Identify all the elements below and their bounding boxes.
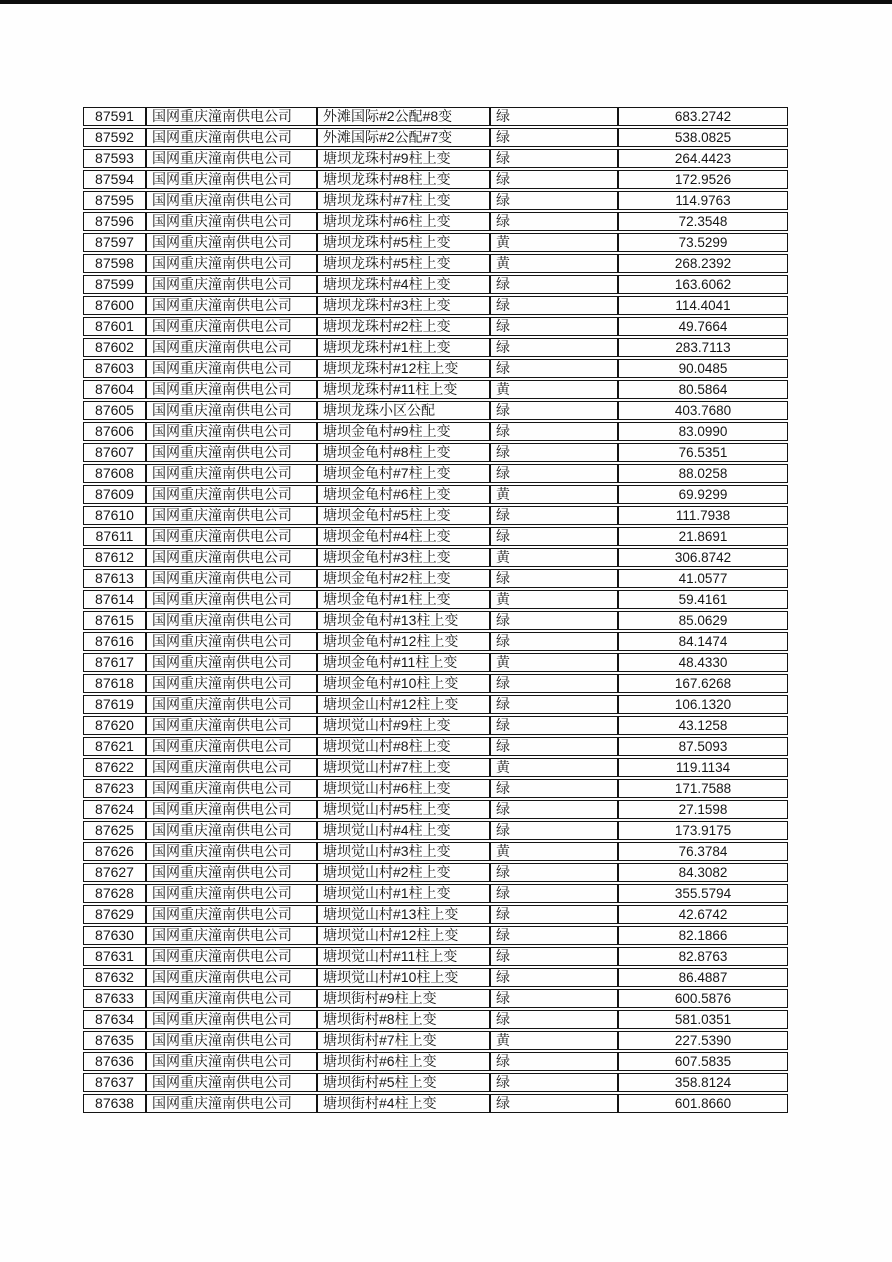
cell-status[interactable]: 绿 (490, 107, 618, 126)
cell-status[interactable]: 绿 (490, 317, 618, 336)
cell-value[interactable]: 683.2742 (618, 107, 788, 126)
cell-status[interactable]: 绿 (490, 611, 618, 630)
table-row (83, 716, 788, 735)
table-row (83, 296, 788, 315)
cell-value[interactable]: 600.5876 (618, 989, 788, 1008)
cell-company[interactable]: 国网重庆潼南供电公司 (146, 863, 317, 882)
cell-row-id[interactable]: 87628 (83, 884, 146, 903)
cell-company[interactable]: 国网重庆潼南供电公司 (146, 569, 317, 588)
table-row (83, 653, 788, 672)
cell-company[interactable]: 国网重庆潼南供电公司 (146, 170, 317, 189)
cell-company[interactable]: 国网重庆潼南供电公司 (146, 107, 317, 126)
cell-value[interactable]: 80.5864 (618, 380, 788, 399)
cell-company[interactable]: 国网重庆潼南供电公司 (146, 821, 317, 840)
table-row (83, 317, 788, 336)
cell-value[interactable]: 172.9526 (618, 170, 788, 189)
cell-value[interactable]: 111.7938 (618, 506, 788, 525)
table-row (83, 506, 788, 525)
cell-row-id[interactable]: 87616 (83, 632, 146, 651)
cell-row-id[interactable]: 87621 (83, 737, 146, 756)
cell-station-name[interactable]: 塘坝龙珠村#7柱上变 (317, 191, 490, 210)
cell-station-name[interactable]: 塘坝街村#5柱上变 (317, 1073, 490, 1092)
cell-station-name[interactable]: 塘坝街村#6柱上变 (317, 1052, 490, 1071)
table-row (83, 191, 788, 210)
cell-row-id[interactable]: 87607 (83, 443, 146, 462)
cell-company[interactable]: 国网重庆潼南供电公司 (146, 212, 317, 231)
cell-row-id[interactable]: 87611 (83, 527, 146, 546)
cell-company[interactable]: 国网重庆潼南供电公司 (146, 506, 317, 525)
table-row (83, 905, 788, 924)
cell-station-name[interactable]: 塘坝觉山村#5柱上变 (317, 800, 490, 819)
cell-station-name[interactable]: 塘坝龙珠村#5柱上变 (317, 233, 490, 252)
cell-row-id[interactable]: 87635 (83, 1031, 146, 1050)
cell-company[interactable]: 国网重庆潼南供电公司 (146, 359, 317, 378)
cell-row-id[interactable]: 87638 (83, 1094, 146, 1113)
cell-row-id[interactable]: 87606 (83, 422, 146, 441)
table-row (83, 338, 788, 357)
cell-company[interactable]: 国网重庆潼南供电公司 (146, 1073, 317, 1092)
cell-row-id[interactable]: 87594 (83, 170, 146, 189)
cell-company[interactable]: 国网重庆潼南供电公司 (146, 1052, 317, 1071)
cell-company[interactable]: 国网重庆潼南供电公司 (146, 191, 317, 210)
cell-station-name[interactable]: 塘坝觉山村#1柱上变 (317, 884, 490, 903)
cell-station-name[interactable]: 塘坝金山村#12柱上变 (317, 695, 490, 714)
cell-station-name[interactable]: 塘坝觉山村#10柱上变 (317, 968, 490, 987)
cell-row-id[interactable]: 87625 (83, 821, 146, 840)
cell-row-id[interactable]: 87633 (83, 989, 146, 1008)
cell-row-id[interactable]: 87631 (83, 947, 146, 966)
cell-value[interactable]: 76.3784 (618, 842, 788, 861)
table-row (83, 1094, 788, 1113)
cell-status[interactable]: 绿 (490, 338, 618, 357)
table-row (83, 1052, 788, 1071)
cell-status[interactable]: 绿 (490, 359, 618, 378)
cell-row-id[interactable]: 87629 (83, 905, 146, 924)
cell-company[interactable]: 国网重庆潼南供电公司 (146, 884, 317, 903)
cell-status[interactable]: 绿 (490, 884, 618, 903)
cell-status[interactable]: 绿 (490, 1052, 618, 1071)
cell-value[interactable]: 114.4041 (618, 296, 788, 315)
cell-row-id[interactable]: 87601 (83, 317, 146, 336)
cell-status[interactable]: 绿 (490, 968, 618, 987)
cell-row-id[interactable]: 87626 (83, 842, 146, 861)
cell-station-name[interactable]: 塘坝龙珠村#8柱上变 (317, 170, 490, 189)
cell-value[interactable]: 41.0577 (618, 569, 788, 588)
table-row (83, 695, 788, 714)
table-row (83, 674, 788, 693)
cell-row-id[interactable]: 87620 (83, 716, 146, 735)
cell-status[interactable]: 黄 (490, 653, 618, 672)
cell-company[interactable]: 国网重庆潼南供电公司 (146, 905, 317, 924)
cell-station-name[interactable]: 塘坝觉山村#2柱上变 (317, 863, 490, 882)
cell-station-name[interactable]: 塘坝金龟村#8柱上变 (317, 443, 490, 462)
cell-company[interactable]: 国网重庆潼南供电公司 (146, 401, 317, 420)
cell-status[interactable]: 绿 (490, 821, 618, 840)
cell-status[interactable]: 绿 (490, 149, 618, 168)
cell-company[interactable]: 国网重庆潼南供电公司 (146, 695, 317, 714)
cell-row-id[interactable]: 87622 (83, 758, 146, 777)
table-row (83, 1010, 788, 1029)
table-row (83, 464, 788, 483)
cell-status[interactable]: 绿 (490, 443, 618, 462)
cell-row-id[interactable]: 87619 (83, 695, 146, 714)
table-row (83, 233, 788, 252)
cell-company[interactable]: 国网重庆潼南供电公司 (146, 800, 317, 819)
cell-station-name[interactable]: 外滩国际#2公配#8变 (317, 107, 490, 126)
table-row (83, 884, 788, 903)
cell-row-id[interactable]: 87614 (83, 590, 146, 609)
cell-status[interactable]: 绿 (490, 275, 618, 294)
cell-company[interactable]: 国网重庆潼南供电公司 (146, 989, 317, 1008)
table-row (83, 443, 788, 462)
cell-value[interactable]: 43.1258 (618, 716, 788, 735)
cell-status[interactable]: 绿 (490, 716, 618, 735)
cell-status[interactable]: 黄 (490, 485, 618, 504)
cell-status[interactable]: 绿 (490, 800, 618, 819)
cell-value[interactable]: 306.8742 (618, 548, 788, 567)
cell-station-name[interactable]: 塘坝龙珠村#4柱上变 (317, 275, 490, 294)
cell-value[interactable]: 83.0990 (618, 422, 788, 441)
table-row (83, 149, 788, 168)
top-bar (0, 0, 892, 4)
cell-station-name[interactable]: 塘坝龙珠村#1柱上变 (317, 338, 490, 357)
table-row (83, 254, 788, 273)
cell-station-name[interactable]: 塘坝金龟村#11柱上变 (317, 653, 490, 672)
cell-value[interactable]: 84.1474 (618, 632, 788, 651)
cell-company[interactable]: 国网重庆潼南供电公司 (146, 485, 317, 504)
table-row (83, 548, 788, 567)
cell-station-name[interactable]: 塘坝龙珠村#11柱上变 (317, 380, 490, 399)
cell-station-name[interactable]: 塘坝街村#8柱上变 (317, 1010, 490, 1029)
cell-company[interactable]: 国网重庆潼南供电公司 (146, 380, 317, 399)
cell-company[interactable]: 国网重庆潼南供电公司 (146, 464, 317, 483)
cell-company[interactable]: 国网重庆潼南供电公司 (146, 254, 317, 273)
cell-company[interactable]: 国网重庆潼南供电公司 (146, 527, 317, 546)
cell-status[interactable]: 绿 (490, 296, 618, 315)
cell-status[interactable]: 黄 (490, 548, 618, 567)
table-body (83, 107, 788, 1113)
table-row (83, 485, 788, 504)
cell-status[interactable]: 绿 (490, 1094, 618, 1113)
cell-value[interactable]: 173.9175 (618, 821, 788, 840)
cell-station-name[interactable]: 塘坝街村#9柱上变 (317, 989, 490, 1008)
cell-station-name[interactable]: 塘坝金龟村#5柱上变 (317, 506, 490, 525)
table-row (83, 527, 788, 546)
cell-status[interactable]: 绿 (490, 989, 618, 1008)
cell-value[interactable]: 403.7680 (618, 401, 788, 420)
cell-row-id[interactable]: 87636 (83, 1052, 146, 1071)
cell-status[interactable]: 绿 (490, 863, 618, 882)
table-row (83, 779, 788, 798)
cell-station-name[interactable]: 塘坝觉山村#8柱上变 (317, 737, 490, 756)
table-row (83, 275, 788, 294)
cell-status[interactable]: 黄 (490, 254, 618, 273)
cell-status[interactable]: 绿 (490, 926, 618, 945)
cell-row-id[interactable]: 87602 (83, 338, 146, 357)
cell-value[interactable]: 283.7113 (618, 338, 788, 357)
table-row (83, 926, 788, 945)
cell-status[interactable]: 绿 (490, 674, 618, 693)
cell-company[interactable]: 国网重庆潼南供电公司 (146, 422, 317, 441)
cell-value[interactable]: 21.8691 (618, 527, 788, 546)
table-row (83, 800, 788, 819)
cell-value[interactable]: 601.8660 (618, 1094, 788, 1113)
cell-row-id[interactable]: 87599 (83, 275, 146, 294)
cell-company[interactable]: 国网重庆潼南供电公司 (146, 275, 317, 294)
table-row (83, 737, 788, 756)
cell-row-id[interactable]: 87597 (83, 233, 146, 252)
cell-status[interactable]: 绿 (490, 128, 618, 147)
cell-station-name[interactable]: 塘坝觉山村#6柱上变 (317, 779, 490, 798)
cell-row-id[interactable]: 87624 (83, 800, 146, 819)
table-row (83, 569, 788, 588)
cell-status[interactable]: 黄 (490, 1031, 618, 1050)
cell-row-id[interactable]: 87630 (83, 926, 146, 945)
cell-station-name[interactable]: 塘坝觉山村#3柱上变 (317, 842, 490, 861)
cell-status[interactable]: 绿 (490, 1010, 618, 1029)
cell-company[interactable]: 国网重庆潼南供电公司 (146, 716, 317, 735)
cell-row-id[interactable]: 87596 (83, 212, 146, 231)
cell-station-name[interactable]: 塘坝觉山村#11柱上变 (317, 947, 490, 966)
cell-value[interactable]: 86.4887 (618, 968, 788, 987)
cell-company[interactable]: 国网重庆潼南供电公司 (146, 926, 317, 945)
cell-company[interactable]: 国网重庆潼南供电公司 (146, 674, 317, 693)
cell-row-id[interactable]: 87632 (83, 968, 146, 987)
cell-row-id[interactable]: 87627 (83, 863, 146, 882)
cell-value[interactable]: 73.5299 (618, 233, 788, 252)
cell-status[interactable]: 黄 (490, 233, 618, 252)
cell-company[interactable]: 国网重庆潼南供电公司 (146, 779, 317, 798)
cell-company[interactable]: 国网重庆潼南供电公司 (146, 128, 317, 147)
cell-station-name[interactable]: 塘坝金龟村#4柱上变 (317, 527, 490, 546)
cell-value[interactable]: 84.3082 (618, 863, 788, 882)
cell-status[interactable]: 绿 (490, 170, 618, 189)
cell-station-name[interactable]: 外滩国际#2公配#7变 (317, 128, 490, 147)
cell-station-name[interactable]: 塘坝金龟村#1柱上变 (317, 590, 490, 609)
cell-value[interactable]: 167.6268 (618, 674, 788, 693)
cell-value[interactable]: 538.0825 (618, 128, 788, 147)
cell-status[interactable]: 绿 (490, 212, 618, 231)
cell-row-id[interactable]: 87634 (83, 1010, 146, 1029)
cell-row-id[interactable]: 87595 (83, 191, 146, 210)
cell-value[interactable]: 171.7588 (618, 779, 788, 798)
cell-value[interactable]: 264.4423 (618, 149, 788, 168)
cell-status[interactable]: 黄 (490, 758, 618, 777)
cell-value[interactable]: 42.6742 (618, 905, 788, 924)
table-row (83, 107, 788, 126)
cell-value[interactable]: 27.1598 (618, 800, 788, 819)
cell-row-id[interactable]: 87617 (83, 653, 146, 672)
cell-value[interactable]: 72.3548 (618, 212, 788, 231)
cell-station-name[interactable]: 塘坝龙珠村#6柱上变 (317, 212, 490, 231)
table-row (83, 170, 788, 189)
cell-row-id[interactable]: 87613 (83, 569, 146, 588)
cell-station-name[interactable]: 塘坝龙珠村#9柱上变 (317, 149, 490, 168)
cell-status[interactable]: 绿 (490, 905, 618, 924)
cell-company[interactable]: 国网重庆潼南供电公司 (146, 296, 317, 315)
cell-status[interactable]: 绿 (490, 632, 618, 651)
table-row (83, 359, 788, 378)
cell-value[interactable]: 163.6062 (618, 275, 788, 294)
cell-value[interactable]: 119.1134 (618, 758, 788, 777)
cell-value[interactable]: 49.7664 (618, 317, 788, 336)
cell-value[interactable]: 358.8124 (618, 1073, 788, 1092)
cell-status[interactable]: 绿 (490, 1073, 618, 1092)
cell-status[interactable]: 绿 (490, 506, 618, 525)
table-row (83, 947, 788, 966)
table-row (83, 632, 788, 651)
cell-value[interactable]: 355.5794 (618, 884, 788, 903)
table-row (83, 1073, 788, 1092)
cell-station-name[interactable]: 塘坝龙珠村#12柱上变 (317, 359, 490, 378)
cell-company[interactable]: 国网重庆潼南供电公司 (146, 1094, 317, 1113)
cell-station-name[interactable]: 塘坝觉山村#12柱上变 (317, 926, 490, 945)
cell-value[interactable]: 581.0351 (618, 1010, 788, 1029)
cell-company[interactable]: 国网重庆潼南供电公司 (146, 653, 317, 672)
cell-value[interactable]: 268.2392 (618, 254, 788, 273)
cell-station-name[interactable]: 塘坝觉山村#13柱上变 (317, 905, 490, 924)
cell-status[interactable]: 绿 (490, 464, 618, 483)
table-row (83, 422, 788, 441)
cell-status[interactable]: 绿 (490, 191, 618, 210)
table-row (83, 1031, 788, 1050)
cell-row-id[interactable]: 87615 (83, 611, 146, 630)
cell-row-id[interactable]: 87612 (83, 548, 146, 567)
cell-status[interactable]: 绿 (490, 422, 618, 441)
cell-station-name[interactable]: 塘坝觉山村#7柱上变 (317, 758, 490, 777)
table-row (83, 863, 788, 882)
table-row (83, 842, 788, 861)
cell-value[interactable]: 90.0485 (618, 359, 788, 378)
table-row (83, 989, 788, 1008)
cell-row-id[interactable]: 87605 (83, 401, 146, 420)
cell-station-name[interactable]: 塘坝金龟村#2柱上变 (317, 569, 490, 588)
cell-station-name[interactable]: 塘坝金龟村#12柱上变 (317, 632, 490, 651)
cell-station-name[interactable]: 塘坝觉山村#4柱上变 (317, 821, 490, 840)
cell-status[interactable]: 绿 (490, 695, 618, 714)
table-row (83, 212, 788, 231)
cell-value[interactable]: 88.0258 (618, 464, 788, 483)
cell-company[interactable]: 国网重庆潼南供电公司 (146, 968, 317, 987)
table-row (83, 128, 788, 147)
cell-value[interactable]: 114.9763 (618, 191, 788, 210)
cell-value[interactable]: 82.1866 (618, 926, 788, 945)
cell-station-name[interactable]: 塘坝金龟村#3柱上变 (317, 548, 490, 567)
cell-row-id[interactable]: 87637 (83, 1073, 146, 1092)
cell-value[interactable]: 69.9299 (618, 485, 788, 504)
cell-company[interactable]: 国网重庆潼南供电公司 (146, 947, 317, 966)
cell-value[interactable]: 59.4161 (618, 590, 788, 609)
cell-status[interactable]: 绿 (490, 569, 618, 588)
cell-company[interactable]: 国网重庆潼南供电公司 (146, 632, 317, 651)
cell-row-id[interactable]: 87618 (83, 674, 146, 693)
cell-row-id[interactable]: 87600 (83, 296, 146, 315)
cell-station-name[interactable]: 塘坝觉山村#9柱上变 (317, 716, 490, 735)
cell-company[interactable]: 国网重庆潼南供电公司 (146, 1010, 317, 1029)
table-row (83, 380, 788, 399)
table-row (83, 590, 788, 609)
table-row (83, 611, 788, 630)
cell-station-name[interactable]: 塘坝龙珠小区公配 (317, 401, 490, 420)
cell-station-name[interactable]: 塘坝金龟村#13柱上变 (317, 611, 490, 630)
cell-row-id[interactable]: 87610 (83, 506, 146, 525)
cell-company[interactable]: 国网重庆潼南供电公司 (146, 842, 317, 861)
cell-status[interactable]: 黄 (490, 590, 618, 609)
cell-value[interactable]: 48.4330 (618, 653, 788, 672)
cell-company[interactable]: 国网重庆潼南供电公司 (146, 1031, 317, 1050)
cell-row-id[interactable]: 87603 (83, 359, 146, 378)
cell-value[interactable]: 76.5351 (618, 443, 788, 462)
cell-company[interactable]: 国网重庆潼南供电公司 (146, 338, 317, 357)
cell-status[interactable]: 黄 (490, 380, 618, 399)
cell-company[interactable]: 国网重庆潼南供电公司 (146, 443, 317, 462)
cell-status[interactable]: 绿 (490, 401, 618, 420)
cell-status[interactable]: 绿 (490, 779, 618, 798)
cell-station-name[interactable]: 塘坝龙珠村#3柱上变 (317, 296, 490, 315)
cell-company[interactable]: 国网重庆潼南供电公司 (146, 611, 317, 630)
cell-station-name[interactable]: 塘坝金龟村#10柱上变 (317, 674, 490, 693)
cell-value[interactable]: 227.5390 (618, 1031, 788, 1050)
cell-value[interactable]: 85.0629 (618, 611, 788, 630)
cell-station-name[interactable]: 塘坝龙珠村#5柱上变 (317, 254, 490, 273)
cell-row-id[interactable]: 87592 (83, 128, 146, 147)
cell-value[interactable]: 607.5835 (618, 1052, 788, 1071)
cell-value[interactable]: 87.5093 (618, 737, 788, 756)
cell-station-name[interactable]: 塘坝龙珠村#2柱上变 (317, 317, 490, 336)
cell-value[interactable]: 82.8763 (618, 947, 788, 966)
cell-company[interactable]: 国网重庆潼南供电公司 (146, 758, 317, 777)
cell-company[interactable]: 国网重庆潼南供电公司 (146, 590, 317, 609)
cell-status[interactable]: 绿 (490, 737, 618, 756)
cell-station-name[interactable]: 塘坝街村#7柱上变 (317, 1031, 490, 1050)
cell-row-id[interactable]: 87608 (83, 464, 146, 483)
cell-status[interactable]: 黄 (490, 842, 618, 861)
cell-row-id[interactable]: 87593 (83, 149, 146, 168)
table-row (83, 968, 788, 987)
cell-row-id[interactable]: 87604 (83, 380, 146, 399)
data-table (83, 105, 788, 1115)
cell-value[interactable]: 106.1320 (618, 695, 788, 714)
cell-company[interactable]: 国网重庆潼南供电公司 (146, 548, 317, 567)
cell-company[interactable]: 国网重庆潼南供电公司 (146, 149, 317, 168)
cell-row-id[interactable]: 87609 (83, 485, 146, 504)
table-row (83, 821, 788, 840)
cell-station-name[interactable]: 塘坝金龟村#9柱上变 (317, 422, 490, 441)
cell-status[interactable]: 绿 (490, 947, 618, 966)
cell-station-name[interactable]: 塘坝金龟村#7柱上变 (317, 464, 490, 483)
cell-row-id[interactable]: 87591 (83, 107, 146, 126)
cell-status[interactable]: 绿 (490, 527, 618, 546)
cell-company[interactable]: 国网重庆潼南供电公司 (146, 317, 317, 336)
cell-station-name[interactable]: 塘坝金龟村#6柱上变 (317, 485, 490, 504)
cell-company[interactable]: 国网重庆潼南供电公司 (146, 233, 317, 252)
table-row (83, 758, 788, 777)
table-row (83, 401, 788, 420)
cell-row-id[interactable]: 87623 (83, 779, 146, 798)
cell-row-id[interactable]: 87598 (83, 254, 146, 273)
cell-company[interactable]: 国网重庆潼南供电公司 (146, 737, 317, 756)
cell-station-name[interactable]: 塘坝街村#4柱上变 (317, 1094, 490, 1113)
